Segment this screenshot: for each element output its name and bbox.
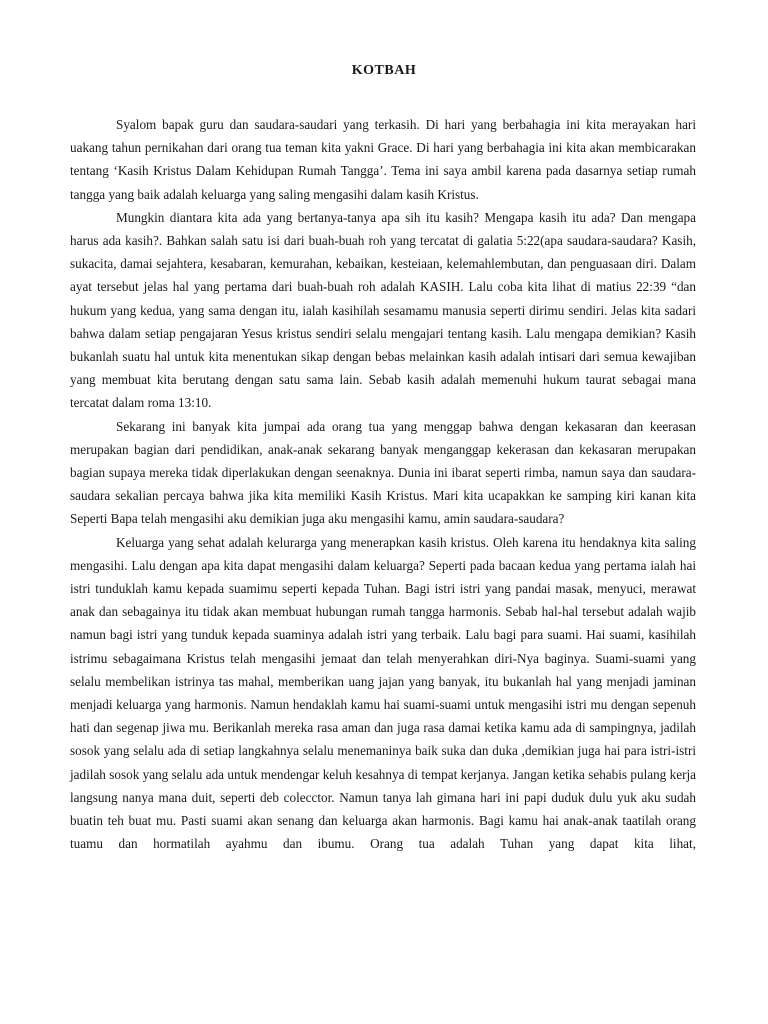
paragraph: Sekarang ini banyak kita jumpai ada orang tua yang menggap bahwa dengan kekasaran dan keerasan merupakan bagian dari pendidikan, anak-anak sekarang banyak menganggap kekerasan dan kekasaran merupakan bagian supaya mereka tidak diperlakukan dengan seenaknya. Dunia ini ibarat seperti rimba, namun saya dan saudara-saudara sekalian percaya bahwa jika kita memiliki Kasih Kristus. Mari kita ucapakkan ke samping kiri kanan kita Seperti Bapa telah mengasihi aku demikian juga aku mengasihi kamu, amin saudara-saudara? (70, 418, 696, 527)
paragraph: Syalom bapak guru dan saudara-saudari yang terkasih. Di hari yang berbahagia ini kita merayakan hari uakang tahun pernikahan dari orang tua teman kita yakni Grace. Di hari yang berbahagia ini kita akan membicarakan tentang ‘Kasih Kristus Dalam Kehidupan Rumah Tangga’. Tema ini saya ambil karena pada dasarnya setiap rumah tangga yang baik adalah keluarga yang saling mengasihi dalam kasih Kristus. (70, 117, 696, 202)
document-title: KOTBAH (351, 63, 417, 78)
paragraph: Keluarga yang sehat adalah kelurarga yang menerapkan kasih kristus. Oleh karena itu hendaknya kita saling mengasihi. Lalu dengan apa kita dapat mengasihi dalam keluarga? Seperti pada bacaan kedua yang pertama ialah hai istri tunduklah kamu kepada suamimu seperti kepada Tuhan. Bagi istri istri yang pandai masak, menyuci, merawat anak dan sebagainya itu tidak akan membuat hubungan rumah tangga harmonis. Sebab hal-hal tersebut adalah wajib namun bagi istri yang tunduk kepada suaminya adalah istri yang terbaik. Lalu bagi para suami. Hai suami, kasihilah istrimu sebagaimana Kristus telah mengasihi jemaat dan telah menyerahkan diri-Nya baginya. Suami-suami yang selalu membelikan istrinya tas mahal, memberikan uang jajan yang banyak, itu bukanlah hal yang menjadi jaminan menjadi keluarga yang harmonis. Namun hendaklah kamu hai suami-suami untuk mengasihi istri mu dengan sepenuh hati dan segenap jiwa mu. Berikanlah mereka rasa aman dan juga rasa damai ketika kamu ada di sampingnya, jadilah sosok yang selalu ada di setiap langkahnya selalu menemaninya baik suka dan duka ,demikian juga hai para istri-istri jadilah sosok yang selalu ada untuk mendengar keluh kesahnya di tempat kerjanya. Jangan ketika sehabis pulang kerja langsung nanya mana duit, seperti deb colecctor. Namun tanya lah gimana hari ini papi duduk dulu yuk aku sudah buatin teh buat mu. Pasti suami akan senang dan keluarga akan harmonis. Bagi kamu hai anak-anak taatilah orang tuamu dan hormatilah ayahmu dan ibumu. Orang tua adalah Tuhan yang dapat kita lihat, (70, 534, 696, 852)
document-body (70, 113, 696, 856)
paragraph: Mungkin diantara kita ada yang bertanya-tanya apa sih itu kasih? Mengapa kasih itu ada? Dan mengapa harus ada kasih?. Bahkan salah satu isi dari buah-buah roh yang tercatat di galatia 5:22(apa saudara-saudara? Kasih, sukacita, damai sejahtera, kesabaran, kemurahan, kebaikan, kesteiaan, kelemahlembutan, dan penguasaan diri. Dalam ayat tersebut jelas hal yang pertama dari buah-buah roh adalah KASIH. Lalu coba kita lihat di matius 22:39 “dan hukum yang kedua, yang sama dengan itu, ialah kasihilah sesamamu manusia seperti dirimu sendiri. Jelas kita sadari bahwa dalam setiap pengajaran Yesus kristus sendiri selalu mengajari tentang kasih. Lalu mengapa demikian? Kasih bukanlah suatu hal untuk kita menentukan sikap dengan bebas melainkan kasih adalah intisari dari semua kewajiban yang membuat kita berutang dengan satu sama lain. Sebab kasih adalah memenuhi hukum taurat sebagai mana tercatat dalam roma 13:10. (70, 209, 696, 411)
